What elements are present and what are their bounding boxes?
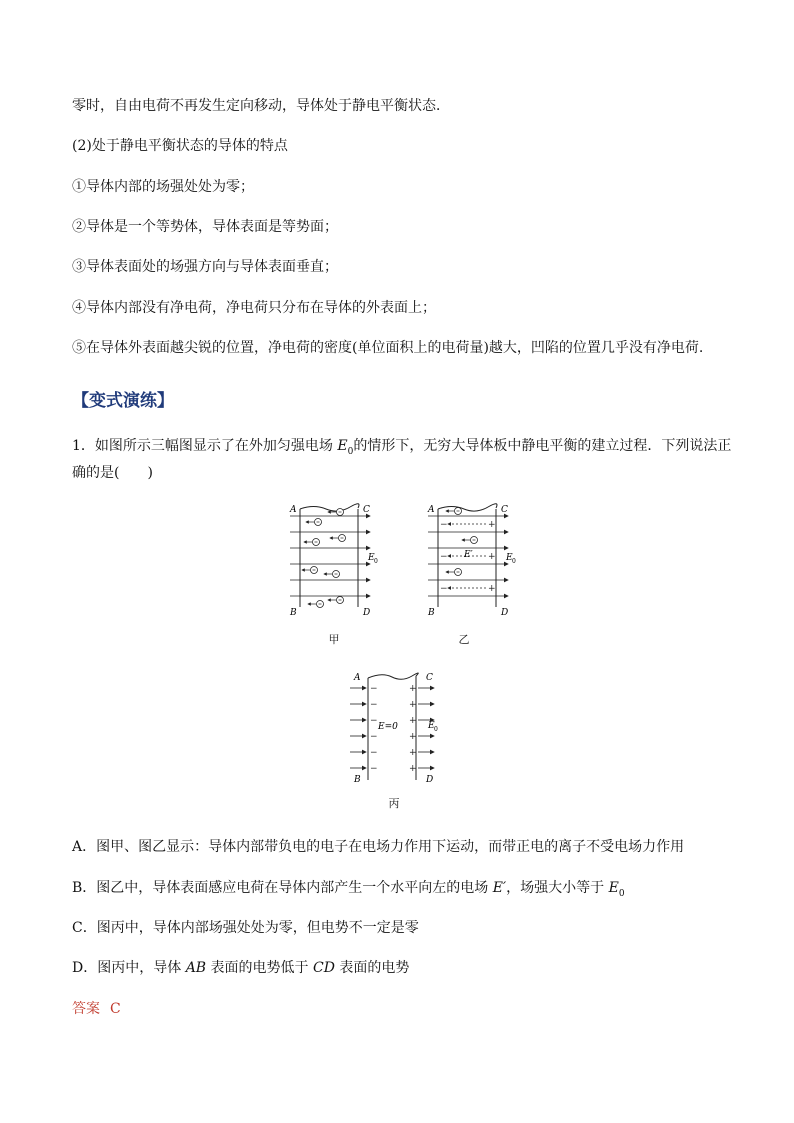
svg-text:−: − — [440, 520, 448, 530]
point-4: ④导体内部没有净电荷，净电荷只分布在导体的外表面上； — [72, 300, 436, 316]
label-d: D — [363, 608, 371, 618]
label-b: B — [354, 775, 361, 785]
svg-text:+: + — [409, 716, 417, 726]
svg-text:+: + — [409, 732, 417, 742]
svg-text:−: − — [370, 700, 378, 710]
point-3: ③导体表面处的场强方向与导体表面垂直； — [72, 259, 338, 275]
figure-yi-svg — [422, 500, 522, 620]
point-2: ②导体是一个等势体，导体表面是等势面； — [72, 219, 338, 235]
point-1: ①导体内部的场强处处为零； — [72, 179, 254, 195]
answer-label: 答案 — [72, 1001, 100, 1017]
option-b-e-sub: 0 — [618, 888, 625, 899]
label-e0: E — [428, 721, 435, 731]
figure-jia — [284, 500, 384, 624]
label-e0-sub: 0 — [512, 558, 516, 565]
svg-text:+: + — [409, 700, 417, 710]
svg-text:−: − — [370, 732, 378, 742]
figure-bing — [346, 666, 446, 794]
label-a: A — [290, 505, 297, 515]
option-a: A．图甲、图乙显示：导体内部带负电的电子在电场力作用下运动，而带正电的离子不受电场力作用 — [72, 839, 685, 855]
figure-jia-svg — [284, 500, 384, 620]
option-b-e: E — [608, 880, 619, 896]
svg-text:+: + — [488, 520, 496, 530]
option-d — [72, 958, 409, 978]
option-d-text-a: D．图丙中，导体 — [72, 960, 186, 976]
figure-bing-svg — [346, 666, 446, 790]
svg-text:+: + — [409, 764, 417, 774]
answer-value: C — [110, 1001, 121, 1017]
svg-text:−: − — [370, 684, 378, 694]
label-c: C — [501, 505, 508, 515]
question-line-1 — [72, 436, 731, 462]
svg-text:+: + — [488, 584, 496, 594]
label-a: A — [428, 505, 435, 515]
caption-yi: 乙 — [458, 633, 470, 646]
point-5: ⑤在导体外表面越尖锐的位置，净电荷的密度(单位面积上的电荷量)越大，凹陷的位置几乎没有净电荷. — [72, 340, 704, 356]
label-d: D — [426, 775, 434, 785]
option-b-eprime: E′ — [492, 880, 507, 896]
intro-line-1: 零时，自由电荷不再发生定向移动，导体处于静电平衡状态． — [72, 98, 450, 114]
svg-text:−: − — [440, 552, 448, 562]
svg-text:−: − — [440, 584, 448, 594]
question-line-2: 确的是( ) — [72, 465, 153, 481]
label-c: C — [426, 673, 433, 683]
label-d: D — [501, 608, 509, 618]
field-subscript: 0 — [347, 446, 354, 457]
option-b — [72, 878, 625, 904]
label-c: C — [363, 505, 370, 515]
svg-text:−: − — [370, 764, 378, 774]
label-b: B — [290, 608, 297, 618]
option-d-text-b: 表面的电势低于 — [206, 960, 313, 976]
label-ezero: E=0 — [378, 722, 398, 732]
option-d-cd: CD — [313, 960, 335, 976]
label-eprime: E′ — [464, 550, 473, 560]
option-d-ab: AB — [185, 960, 207, 976]
option-c: C．图丙中，导体内部场强处处为零，但电势不一定是零 — [72, 920, 419, 936]
question-text-a: 1．如图所示三幅图显示了在外加匀强电场 — [72, 438, 338, 454]
svg-text:+: + — [409, 748, 417, 758]
section-heading: 【变式演练】 — [72, 391, 174, 411]
option-b-text-a: B．图乙中，导体表面感应电荷在导体内部产生一个水平向左的电场 — [72, 880, 493, 896]
label-e0-sub: 0 — [374, 558, 378, 565]
label-e0-sub: 0 — [434, 726, 438, 733]
label-a: A — [354, 673, 361, 683]
option-d-text-c: 表面的电势 — [334, 960, 410, 976]
answer — [72, 998, 121, 1018]
svg-text:−: − — [370, 716, 378, 726]
label-b: B — [428, 608, 435, 618]
label-e0: E — [368, 553, 375, 563]
label-e0: E — [506, 553, 513, 563]
svg-text:−: − — [370, 748, 378, 758]
svg-text:+: + — [409, 684, 417, 694]
field-symbol: E — [337, 438, 348, 454]
svg-text:+: + — [488, 552, 496, 562]
caption-bing: 丙 — [388, 797, 400, 810]
intro-subtitle: (2)处于静电平衡状态的导体的特点 — [72, 138, 288, 154]
question-text-b: 的情形下，无穷大导体板中静电平衡的建立过程．下列说法正 — [353, 438, 732, 454]
caption-jia: 甲 — [328, 633, 340, 646]
option-b-text-b: ，场强大小等于 — [506, 880, 609, 896]
figure-yi — [422, 500, 522, 624]
